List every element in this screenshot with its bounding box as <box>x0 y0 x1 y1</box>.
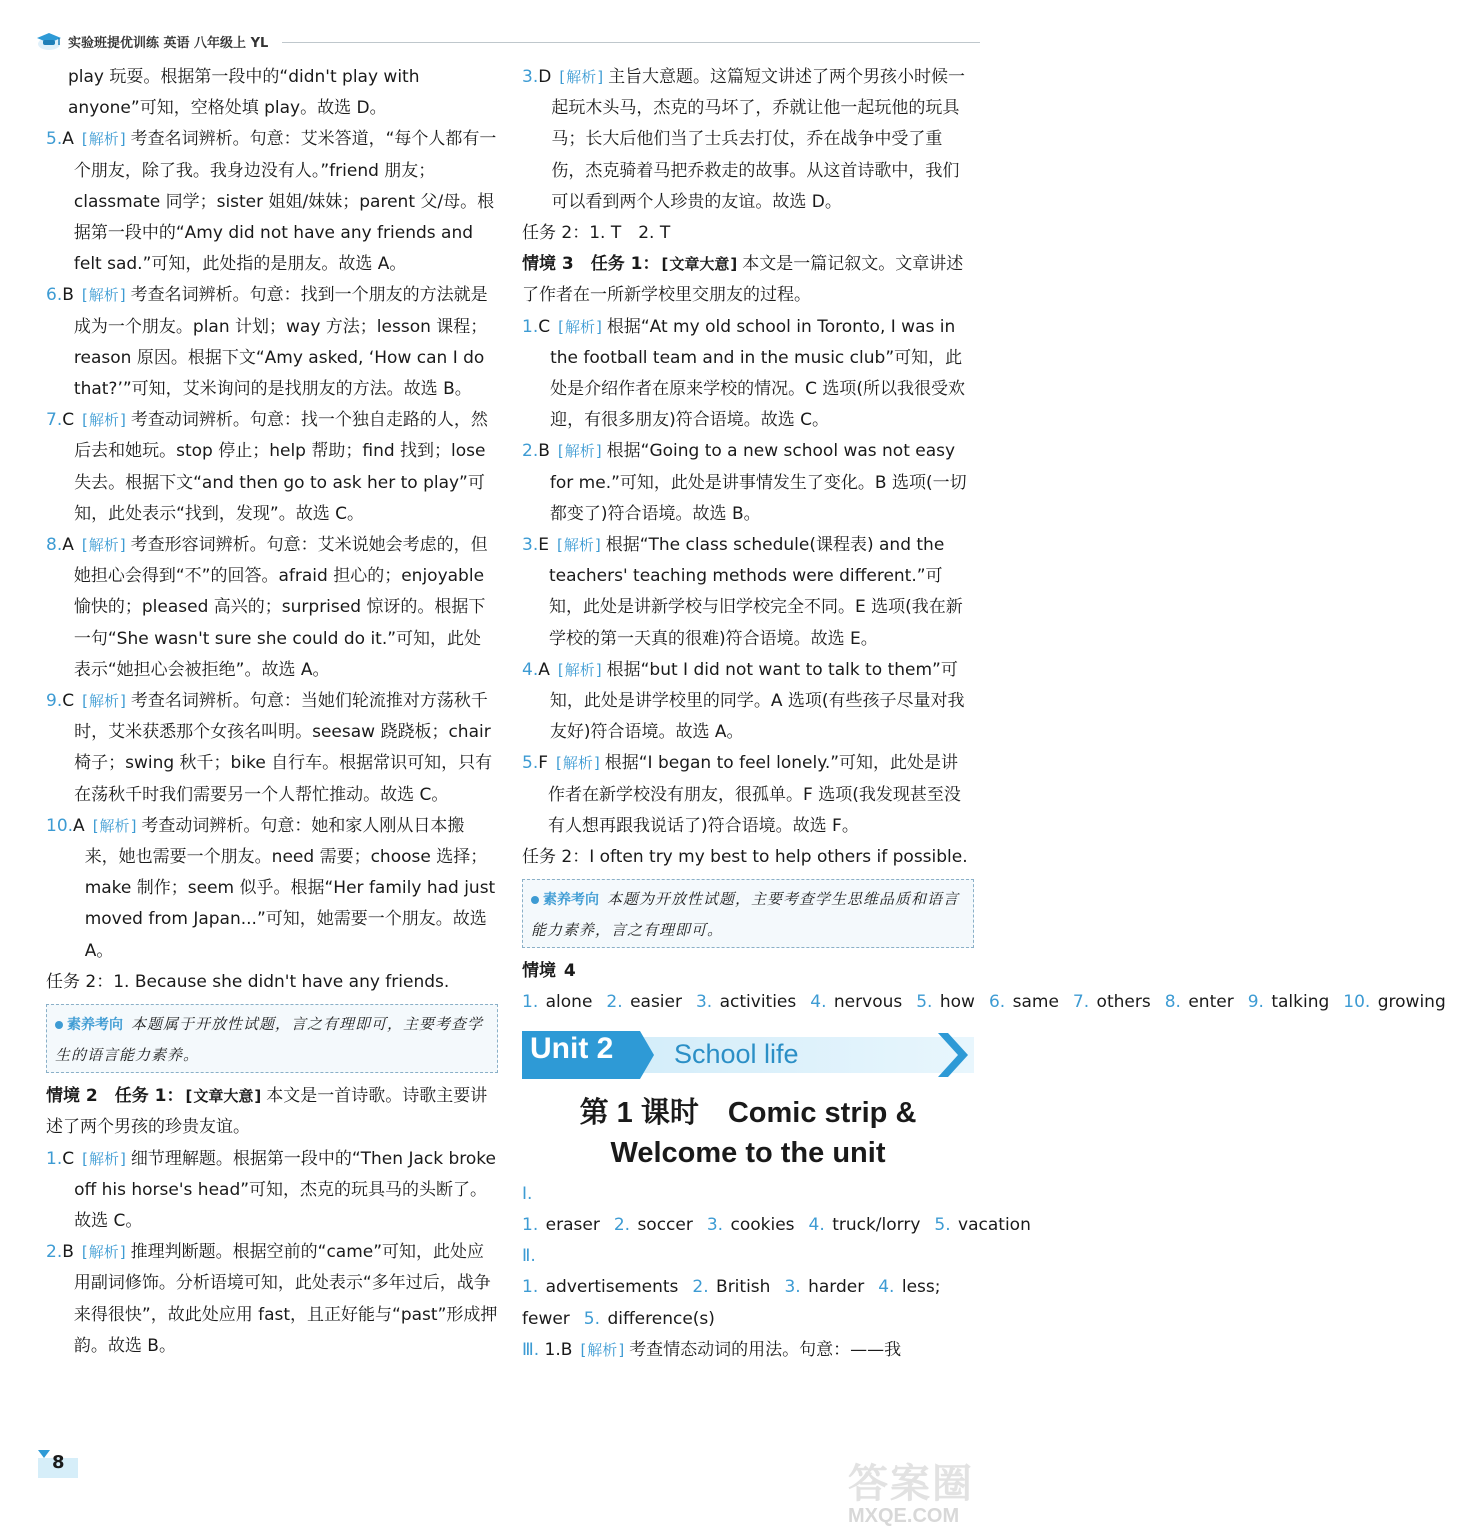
situation-2-item-1 <box>46 1144 498 1238</box>
answer-item-5 <box>46 124 498 280</box>
answer-number: 3. <box>695 992 713 1013</box>
item-number: 3. <box>522 67 539 87</box>
situation-3-item-2 <box>522 436 974 530</box>
task2-answer: 任务 2：1. Because she didn't have any friends. <box>46 971 450 992</box>
situation-4-answer-list <box>522 992 1460 1012</box>
answer-word: British <box>716 1277 771 1298</box>
item-number: 1. <box>544 1339 561 1360</box>
answer-word: difference(s) <box>607 1308 715 1329</box>
situation-3-item-3 <box>522 530 974 655</box>
answer-entry <box>707 1215 795 1235</box>
answer-entry <box>784 1277 864 1297</box>
answer-word: less; <box>901 1277 941 1298</box>
item-explanation: 考查动词辨析。句意：她和家人刚从日本搬来，她也需要一个朋友。need 需要；choose 选择；make 制作；seem 似乎。根据“Her family had just moved from Japan...”可知，她需要一个朋友。故选 A。 <box>84 815 496 961</box>
item-answer: A <box>62 535 74 556</box>
item-number: 4. <box>522 659 539 680</box>
item-explanation: 考查名词辨析。句意：找到一个朋友的方法就是成为一个朋友。plan 计划；way 方法；lesson 课程；reason 原因。根据下文“Amy asked, ‘How can I do that?’”可知，艾米询问的是找朋友的方法。故选 B。 <box>73 285 488 400</box>
item-answer: B <box>62 285 74 306</box>
section-3-item-1 <box>522 1335 974 1366</box>
section-1-answer-list <box>522 1215 1045 1235</box>
item-answer: C <box>62 410 75 431</box>
situation-4-answers <box>522 956 1446 1018</box>
answer-number: 5. <box>583 1308 601 1329</box>
answer-item-8 <box>46 530 498 686</box>
item-answer: A <box>62 129 74 150</box>
item-explanation: 考查动词辨析。句意：找一个独自走路的人，然后去和她玩。stop 停止；help 帮助；find 找到；lose 失去。根据下文“and then go to ask her to play”可知，此处表示“找到，发现”。故选 C。 <box>74 410 488 524</box>
item-number: 10. <box>46 815 74 836</box>
situation-3-item-1 <box>522 312 974 437</box>
item-explanation: 根据“Going to a new school was not easy for me.”可知，此处是讲事情发生了变化。B 选项(一切都变了)符合语境。故选 B。 <box>549 441 967 524</box>
answer-entry <box>692 1277 770 1297</box>
answer-entry <box>614 1215 693 1235</box>
answer-word: soccer <box>637 1214 693 1235</box>
situation-3-item-5 <box>522 748 974 842</box>
answer-word: alone <box>545 992 593 1013</box>
page-header <box>36 28 980 54</box>
analysis-tag: [ 解析 ] <box>556 441 604 461</box>
item-explanation: 推理判断题。根据空前的“came”可知，此处应用副词修饰。分析语境可知，此处表示“多年过后，战争来得很快”，故此处应用 fast，且正好能与“past”形成押韵。故选 B。 <box>73 1242 498 1356</box>
answer-number: 1. <box>522 1214 539 1235</box>
answer-number: 3. <box>784 1277 801 1298</box>
answer-word: cookies <box>730 1214 795 1235</box>
analysis-tag: [ 解析 ] <box>555 535 603 555</box>
item-answer: B <box>538 441 550 462</box>
answer-entry <box>584 1309 715 1329</box>
answer-number: 2. <box>613 1214 631 1235</box>
summary-tag: [ 文章大意 ] <box>184 1086 264 1106</box>
answer-entry <box>1343 992 1445 1012</box>
answer-entry <box>878 1277 940 1297</box>
answer-number: 5. <box>934 1214 951 1235</box>
answer-entry <box>809 1215 921 1235</box>
section-3-label: Ⅲ. <box>522 1339 540 1360</box>
header-rule <box>282 42 980 43</box>
item-answer: F <box>538 753 549 774</box>
item-number: 1. <box>522 316 539 337</box>
literacy-note-label <box>55 1017 123 1033</box>
item-explanation: 主旨大意题。这篇短文讲述了两个男孩小时候一起玩木头马，杰克的马坏了，乔就让他一起玩他的玩具马；长大后他们当了士兵去打仗，乔在战争中受了重伤，杰克骑着马把乔救走的故事。从这首诗歌中，我们可以看到两个人珍贵的友谊。故选 D。 <box>551 67 966 212</box>
item-number: 6. <box>46 285 63 306</box>
graduation-cap-icon <box>36 30 62 52</box>
item-explanation: 根据“At my old school in Toronto, I was in the football team and in the music club”可知，此处是介绍作者在原来学校的情况。C 选项(所以我很受欢迎，有很多朋友)符合语境。故选 C。 <box>550 316 966 431</box>
right-column <box>522 62 1446 1366</box>
item-number: 5. <box>46 129 63 150</box>
analysis-tag: [ 解析 ] <box>557 67 605 87</box>
answer-word: how <box>939 992 975 1013</box>
item-number: 1. <box>46 1148 63 1169</box>
analysis-tag: [ 解析 ] <box>554 753 602 773</box>
item-answer: C <box>62 1148 75 1169</box>
watermark-logo-text: 答案圈 <box>848 1462 974 1506</box>
unit-banner <box>522 1029 974 1081</box>
analysis-tag: [ 解析 ] <box>80 1149 128 1169</box>
item-explanation: 考查名词辨析。句意：艾米答道，“每个人都有一个朋友，除了我。我身边没有人。”friend 朋友；classmate 同学；sister 姐姐/妹妹；parent 父/母。根据第一段中的“Amy did not have any friends and felt sad.”可知，此处指的是朋友。故选 A。 <box>73 129 497 275</box>
answer-word: harder <box>808 1277 865 1298</box>
item-number: 3. <box>522 535 539 556</box>
answer-number: 7. <box>1072 992 1090 1013</box>
answer-entry <box>696 992 796 1012</box>
answer-word: fewer <box>522 1308 570 1329</box>
continued-text: play 玩耍。根据第一段中的“didn't play with anyone”可知，空格处填 play。故选 D。 <box>68 67 420 119</box>
item-answer: E <box>538 535 549 556</box>
answer-word: nervous <box>833 992 903 1013</box>
situation-2-intro <box>46 1081 498 1143</box>
answer-entry <box>916 992 975 1012</box>
analysis-tag: [ 解析 ] <box>91 816 139 836</box>
answer-number: 10. <box>1343 992 1371 1013</box>
book-title: 实验班提优训练 英语 八年级上 YL <box>68 35 269 51</box>
note-label-text: 素养考向 <box>67 1017 123 1034</box>
item-number: 2. <box>46 1242 63 1263</box>
watermark <box>848 1462 988 1526</box>
answer-word: enter <box>1188 992 1234 1013</box>
literacy-note <box>522 879 974 948</box>
item-explanation: 考查形容词辨析。句意：艾米说她会考虑的，但她担心会得到“不”的回答。afraid 担心的；enjoyable 愉快的；pleased 高兴的；surprised 惊讶的。根据下一句“She wasn't sure she could do it.”可知，此处表示“她担心会被拒绝”。故选 A。 <box>73 535 488 680</box>
answer-number: 2. <box>692 1277 709 1298</box>
literacy-note <box>46 1004 498 1073</box>
note-label-text: 素养考向 <box>543 892 599 909</box>
situation-2-summary: 本文是一首诗歌。诗歌主要讲述了两个男孩的珍贵友谊。 <box>46 1086 488 1138</box>
answer-number: 2. <box>606 992 623 1013</box>
answer-entry <box>810 992 902 1012</box>
answer-entry <box>522 1277 678 1297</box>
note-text: 本题属于开放性试题，言之有理即可，主要考查学生的语言能力素养。 <box>55 1015 484 1065</box>
page-number-badge <box>36 1448 80 1480</box>
summary-tag: [ 文章大意 ] <box>660 254 740 274</box>
analysis-tag: [ 解析 ] <box>80 285 128 305</box>
answer-word: truck/lorry <box>832 1214 921 1235</box>
answer-word: others <box>1096 992 1151 1013</box>
situation-2-task2: 任务 2：1. T 2. T <box>522 223 671 244</box>
answer-entry <box>606 992 682 1012</box>
answer-word: same <box>1012 992 1059 1013</box>
answer-word: advertisements <box>545 1277 679 1298</box>
answer-number: 6. <box>988 992 1006 1013</box>
situation-4-label: 情境 4 <box>522 961 576 982</box>
situation-3-intro <box>522 249 974 311</box>
item-answer: A <box>73 815 85 836</box>
lesson-title <box>522 1093 974 1173</box>
section-2-answers <box>522 1241 974 1335</box>
item-answer: B <box>62 1242 74 1263</box>
section-2-label: Ⅱ. <box>522 1246 536 1267</box>
answer-number: 8. <box>1164 992 1181 1013</box>
answer-number: 4. <box>878 1277 895 1298</box>
item-explanation: 考查情态动词的用法。句意：——我 <box>629 1339 902 1360</box>
answer-item-10 <box>46 811 498 967</box>
unit-title: School life <box>674 1038 799 1069</box>
situation-3-item-4 <box>522 655 974 749</box>
item-number: 2. <box>522 441 539 462</box>
item-answer: C <box>538 316 551 337</box>
answer-word: easier <box>630 992 682 1013</box>
watermark-site: MXQE.COM <box>848 1505 960 1527</box>
section-1-label: Ⅰ. <box>522 1183 533 1204</box>
answer-entry <box>522 992 592 1012</box>
analysis-tag: [ 解析 ] <box>556 660 604 680</box>
answer-entry <box>1073 992 1151 1012</box>
analysis-tag: [ 解析 ] <box>80 691 128 711</box>
analysis-tag: [ 解析 ] <box>578 1340 626 1360</box>
answer-number: 9. <box>1247 992 1264 1013</box>
answer-item-7 <box>46 405 498 530</box>
item-number: 5. <box>522 753 539 774</box>
answer-entry <box>989 992 1059 1012</box>
answer-word: growing <box>1377 992 1446 1013</box>
item-number: 7. <box>46 410 63 431</box>
answer-word: vacation <box>958 1214 1031 1235</box>
answer-number: 5. <box>916 992 933 1013</box>
analysis-tag: [ 解析 ] <box>80 535 128 555</box>
lesson-title-line-2: Welcome to the unit <box>610 1136 886 1169</box>
answer-word: activities <box>719 992 797 1013</box>
item-number: 9. <box>46 691 63 712</box>
analysis-tag: [ 解析 ] <box>556 317 604 337</box>
analysis-tag: [ 解析 ] <box>80 1242 128 1262</box>
bullet-icon <box>55 1021 63 1029</box>
answer-number: 1. <box>522 992 539 1013</box>
answer-word: eraser <box>545 1214 600 1235</box>
answer-item-6 <box>46 280 498 405</box>
answer-entry <box>1165 992 1234 1012</box>
answer-number: 4. <box>810 992 827 1013</box>
item-explanation: 根据“I began to feel lonely.”可知，此处是讲作者在新学校没有朋友，很孤单。F 选项(我发现甚至没有人想再跟我说话了)符合语境。故选 F。 <box>548 753 961 836</box>
item-answer: A <box>538 659 550 680</box>
situation-2-label: 情境 2 任务 1： <box>46 1086 184 1107</box>
unit-number: Unit 2 <box>530 1031 614 1065</box>
item-explanation: 根据“but I did not want to talk to them”可知，此处是讲学校里的同学。A 选项(有些孩子尽量对我友好)符合语境。故选 A。 <box>549 659 965 743</box>
left-column <box>46 62 498 1362</box>
literacy-note-label <box>531 892 599 908</box>
situation-3-summary: 本文是一篇记叙文。文章讲述了作者在一所新学校里交朋友的过程。 <box>522 254 964 306</box>
answer-entry <box>934 1215 1030 1235</box>
answer-number: 4. <box>808 1214 825 1235</box>
page-number: 8 <box>52 1452 65 1473</box>
answer-entry <box>1248 992 1330 1012</box>
bullet-icon <box>531 896 539 904</box>
item-explanation: 考查名词辨析。句意：当她们轮流推对方荡秋千时，艾米获悉那个女孩名叫明。seesaw 跷跷板；chair 椅子；swing 秋千；bike 自行车。根据常识可知，只有在荡秋千时我们需要另一个人帮忙推动。故选 C。 <box>74 691 493 805</box>
item-explanation: 细节理解题。根据第一段中的“Then Jack broke off his horse's head”可知，杰克的玩具马的头断了。故选 C。 <box>74 1148 496 1231</box>
section-2-answer-list-continued <box>522 1309 729 1329</box>
section-1-answers <box>522 1179 1031 1241</box>
answer-word: talking <box>1271 992 1330 1013</box>
item-answer: D <box>538 67 552 87</box>
lesson-title-line-1: 第 1 课时 Comic strip & <box>579 1096 917 1129</box>
item-explanation: 根据“The class schedule(课程表) and the teachers' teaching methods were different.”可知，此处是讲新学校与旧学校完全不同。E 选项(我在新学校的第一天真的很难)符合语境。故选 E。 <box>548 535 963 649</box>
situation-3-label: 情境 3 任务 1： <box>522 254 660 275</box>
analysis-tag: [ 解析 ] <box>80 410 128 430</box>
analysis-tag: [ 解析 ] <box>80 129 128 149</box>
item-answer: C <box>62 691 75 712</box>
situation-2-item-3 <box>522 62 974 218</box>
item-answer: B <box>560 1339 573 1360</box>
note-text: 本题为开放性试题，主要考查学生思维品质和语言能力素养，言之有理即可。 <box>531 890 960 940</box>
section-2-answer-list <box>522 1277 954 1297</box>
situation-3-task2: 任务 2：I often try my best to help others if possible. <box>522 847 968 868</box>
answer-entry <box>522 1309 570 1329</box>
item-number: 8. <box>46 535 63 556</box>
answer-number: 1. <box>522 1277 539 1298</box>
situation-2-item-2 <box>46 1237 498 1362</box>
answer-item-9 <box>46 686 498 811</box>
answer-number: 3. <box>706 1214 724 1235</box>
answer-entry <box>522 1215 600 1235</box>
